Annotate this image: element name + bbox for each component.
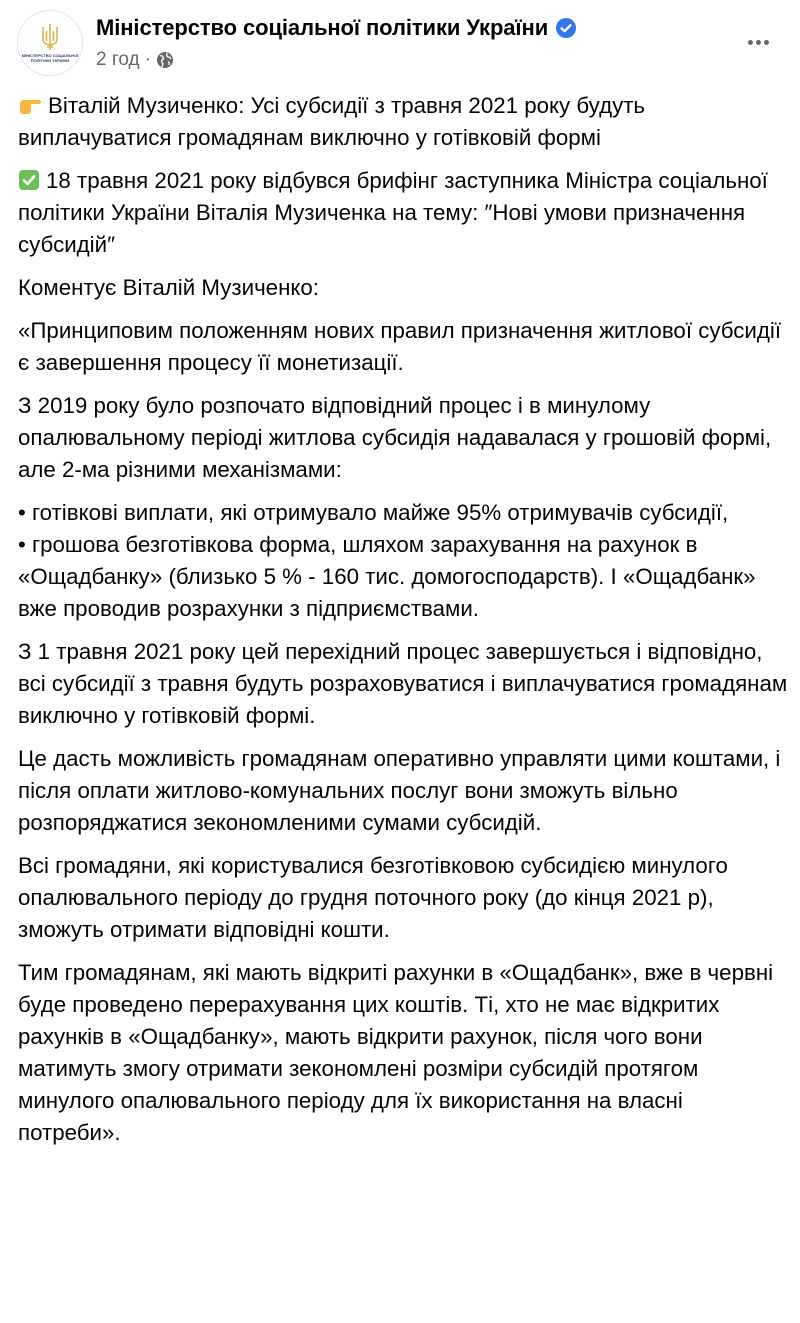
verified-badge-icon — [556, 18, 576, 38]
page-avatar[interactable] — [17, 10, 83, 76]
comment-intro: Коментує Віталій Музиченко: — [18, 275, 319, 300]
avatar-caption: МІНІСТЕРСТВО СОЦІАЛЬНОЇ ПОЛІТИКИ УКРАЇНИ — [21, 53, 79, 63]
briefing-paragraph — [18, 165, 788, 261]
post-header — [0, 0, 800, 90]
headline-text: Віталій Музиченко: Усі субсидії з травня 2021 року будуть виплачуватися громадянам виключно у готівковій формі — [18, 93, 646, 150]
more-options-icon — [748, 40, 753, 45]
post-text — [18, 90, 788, 1160]
briefing-text: 18 травня 2021 року відбувся брифінг заступника Міністра соціальної політики України Віталія Музиченка на тему: ″Нові умови призначення субсидій″ — [18, 168, 768, 257]
trident-emblem-icon — [40, 23, 60, 51]
paragraph-4: Це дасть можливість громадянам оперативно управляти цими коштами, і після оплати житлово-комунальних послуг вони зможуть вільно розпоряджатися зекономленими сумами субсидій. — [18, 746, 781, 835]
post-timestamp[interactable]: 2 год — [96, 49, 140, 70]
page-name-link[interactable] — [96, 15, 576, 41]
post-meta — [96, 49, 174, 71]
paragraph-1: «Принциповим положенням нових правил призначення житлової субсидії є завершення процесу її монетизації. — [18, 318, 782, 375]
paragraph-2: З 2019 року було розпочато відповідний процес і в минулому опалювальному періоді житлова субсидія надавалася у грошовій формі, але 2-ма різними механізмами: — [18, 393, 772, 482]
more-options-button[interactable] — [738, 30, 778, 54]
page-name: Міністерство соціальної політики України — [96, 15, 549, 40]
bullet-item: • готівкові виплати, які отримувало майже 95% отримувачів субсидії, — [18, 500, 729, 525]
paragraph-5: Всі громадяни, які користувалися безготівковою субсидією минулого опалювального періоду до грудня поточного року (до кінця 2021 р), зможуть отримати відповідні кошти. — [18, 853, 728, 942]
more-options-icon — [764, 40, 769, 45]
bullet-list — [18, 497, 788, 625]
paragraph-3: З 1 травня 2021 року цей перехідний процес завершується і відповідно, всі субсидії з травня будуть розраховуватися і виплачуватися громадянам виключно у готівковій формі. — [18, 639, 788, 728]
paragraph-6: Тим громадянам, які мають відкриті рахунки в «Ощадбанк», вже в червні буде проведено перерахування цих коштів. Ті, хто не має відкритих рахунків в «Ощадбанку», мають відкрити рахунок, після чого вони матимуть змогу отримати зекономлені розміри субсидій протягом минулого опалювального періоду для їх використання на власні потреби». — [18, 960, 774, 1145]
headline-paragraph — [18, 90, 788, 154]
globe-icon[interactable] — [156, 51, 174, 69]
pointing-right-emoji-icon — [18, 94, 42, 116]
meta-separator: · — [144, 49, 151, 70]
bullet-item: • грошова безготівкова форма, шляхом зарахування на рахунок в «Ощадбанку» (близько 5 % - 160 тис. домогосподарств). І «Ощадбанк» вже проводив розрахунки з підприємствами. — [18, 532, 756, 621]
check-mark-emoji-icon — [18, 169, 40, 191]
more-options-icon — [756, 40, 761, 45]
